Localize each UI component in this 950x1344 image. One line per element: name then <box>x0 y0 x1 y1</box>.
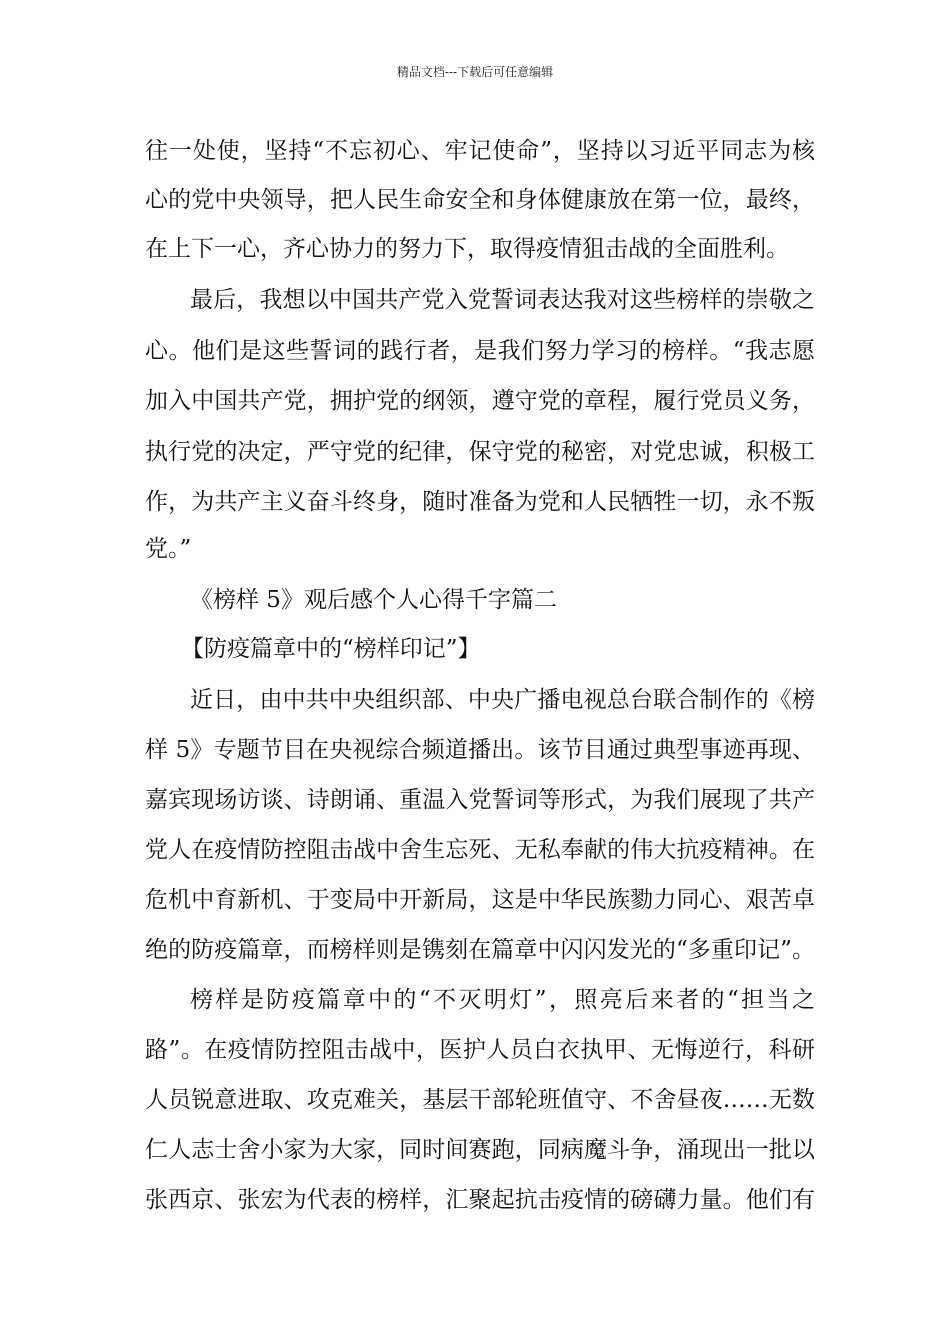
paragraph-line: 榜样是防疫篇章中的“不灭明灯”，照亮后来者的“担当之 <box>190 987 815 1013</box>
page-header: 精品文档---下载后可任意编辑 <box>396 65 554 79</box>
paragraph-line: 嘉宾现场访谈、诗朗诵、重温入党誓词等形式，为我们展现了共产 <box>145 787 815 813</box>
section-subtitle: 【防疫篇章中的“榜样印记”】 <box>181 636 481 662</box>
paragraph-line: 最后，我想以中国共产党入党誓词表达我对这些榜样的崇敬之 <box>190 287 815 313</box>
paragraph-line: 样 5》专题节目在央视综合频道播出。该节目通过典型事迹再现、 <box>145 737 815 763</box>
paragraph-line: 张西京、张宏为代表的榜样，汇聚起抗击疫情的磅礴力量。他们有 <box>145 1187 815 1213</box>
paragraph-line: 近日，由中共中央组织部、中央广播电视总台联合制作的《榜 <box>190 687 815 713</box>
paragraph-line: 党人在疫情防控阻击战中舍生忘死、无私奉献的伟大抗疫精神。在 <box>145 837 815 863</box>
paragraph-line: 危机中育新机、于变局中开新局，这是中华民族勠力同心、艰苦卓 <box>145 887 815 913</box>
paragraph-line: 往一处使，坚持“不忘初心、牢记使命”，坚持以习近平同志为核 <box>145 138 815 164</box>
paragraph-line: 路”。在疫情防控阻击战中，医护人员白衣执甲、无悔逆行，科研 <box>145 1037 815 1063</box>
section-title: 《榜样 5》观后感个人心得千字篇二 <box>190 587 557 613</box>
paragraph-line: 心。他们是这些誓词的践行者，是我们努力学习的榜样。“我志愿 <box>145 338 815 364</box>
paragraph-line: 加入中国共产党，拥护党的纲领，遵守党的章程，履行党员义务， <box>145 388 815 414</box>
paragraph-line: 心的党中央领导，把人民生命安全和身体健康放在第一位，最终， <box>145 187 815 213</box>
paragraph-line: 仁人志士舍小家为大家，同时间赛跑，同病魔斗争，涌现出一批以 <box>145 1137 815 1163</box>
paragraph-line: 绝的防疫篇章，而榜样则是镌刻在篇章中闪闪发光的“多重印记”。 <box>145 937 815 963</box>
paragraph-line: 执行党的决定，严守党的纪律，保守党的秘密，对党忠诚，积极工 <box>145 439 815 465</box>
paragraph-line: 作，为共产主义奋斗终身，随时准备为党和人民牺牲一切，永不叛 <box>145 489 815 515</box>
paragraph-line: 在上下一心，齐心协力的努力下，取得疫情狙击战的全面胜利。 <box>145 236 789 262</box>
paragraph-line: 党。” <box>145 536 192 562</box>
paragraph-line: 人员锐意进取、攻克难关，基层干部轮班值守、不舍昼夜……无数 <box>145 1087 815 1113</box>
